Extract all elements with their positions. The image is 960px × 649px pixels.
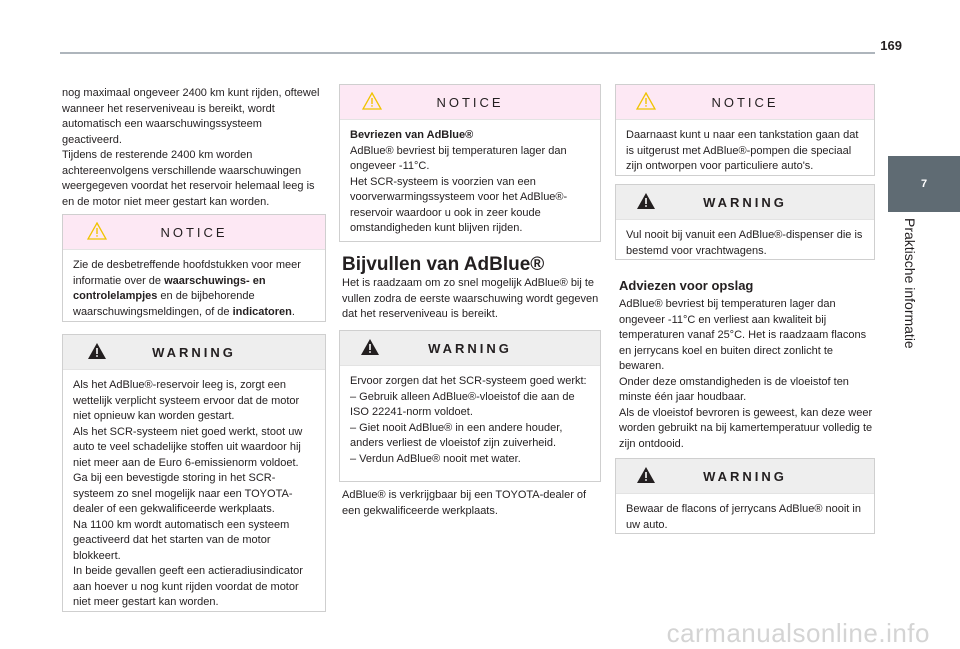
warning-text: Vul nooit bij vanuit een AdBlue®-dispenser die is bestemd voor vrachtwagens. [626,229,863,257]
intro-paragraph-2: Tijdens de resterende 2400 km worden achtereenvolgens verschillende waarschuwingen weergegeven voordat het reservoir helemaal leeg is en de motor niet meer gestart kan worden. [62,149,315,208]
refill-outro-text: AdBlue® is verkrijgbaar bij een TOYOTA-dealer of een gekwalificeerde werkplaats. [342,489,587,517]
warning-box-2 [339,330,601,482]
warning-box-1 [62,334,326,612]
storage-paragraph: AdBlue® bevriest bij temperaturen lager dan ongeveer -11°C en verliest aan kwaliteit bij temperaturen vanaf 25°C. Het is raadzaam flacons en jerrycans koel en buiten direct zonlicht te bewaren. [619,298,867,372]
warning-paragraph: Ervoor zorgen dat het SCR-systeem goed werkt: [350,375,587,387]
notice-box-3 [615,84,875,176]
storage-title: Adviezen voor opslag [619,278,754,293]
warning-header [63,335,325,370]
notice-body [63,250,325,328]
notice-paragraph: AdBlue® bevriest bij temperaturen lager dan ongeveer -11°C. [350,144,567,172]
warning-body [616,220,874,267]
notice-title: NOTICE [436,95,504,110]
warning-title: WARNING [703,195,787,210]
warning-header [616,459,874,494]
notice-heading: Bevriezen van AdBlue® [350,129,474,141]
warning-paragraph: Als het SCR-systeem niet goed werkt, stoot uw auto te veel schadelijke stoffen uit waardoor hij niet meer aan de Euro 6-emissienorm voldoet. [73,425,303,469]
warning-text: Bewaar de flacons of jerrycans AdBlue® nooit in uw auto. [626,503,861,531]
warning-list-item: – Gebruik alleen AdBlue®-vloeistof die aan de ISO 22241-norm voldoet. [350,390,575,418]
notice-text: Daarnaast kunt u naar een tankstation gaan dat is uitgerust met AdBlue®-pompen die speciaal zijn ontworpen voor particuliere auto's. [626,129,859,172]
refill-intro-text: Het is raadzaam om zo snel mogelijk AdBlue® bij te vullen zodra de eerste waarschuwing wordt gegeven dat het reserveniveau is bereikt. [342,277,599,320]
warning-paragraph: In beide gevallen geeft een actieradiusindicator aan hoever u nog kunt rijden voordat de motor niet meer gestart kan worden. [73,565,303,608]
storage-paragraph: Als de vloeistof bevroren is geweest, kan deze weer worden gebruikt na bij kamertemperatuur volledig te zijn ontdooid. [619,406,873,450]
warning-header [616,185,874,220]
section-title-refill: Bijvullen van AdBlue® [342,254,545,275]
warning-body [616,494,874,541]
notice-bold-indicators: indicatoren [232,305,292,318]
notice-text: . [291,305,295,318]
chapter-number: 7 [920,178,928,190]
header-rule [60,52,875,54]
notice-paragraph: Het SCR-systeem is voorzien van een voorverwarmingssysteem voor het AdBlue®-reservoir waardoor u ook in zeer koude omstandigheden kunt blijven rijden. [350,175,568,234]
warning-list-item: – Giet nooit AdBlue® in een andere houder, anders verliest de vloeistof zijn zuiverheid. [350,421,563,449]
warning-header [340,331,600,366]
warning-title: WARNING [428,341,512,356]
notice-title: NOTICE [160,225,228,240]
refill-intro [342,276,600,323]
warning-paragraph: Als het AdBlue®-reservoir leeg is, zorgt een wettelijk verplicht systeem ervoor dat de motor niet opnieuw kan worden gestart. [73,379,300,422]
warning-title: WARNING [152,345,236,360]
notice-box-2 [339,84,601,242]
notice-text: en de bijbehorende waarschuwingsmeldingen, of de [73,290,255,318]
notice-body [340,120,600,245]
notice-header [616,85,874,120]
warning-paragraph: Na 1100 km wordt automatisch een systeem geactiveerd dat het starten van de motor blokkeert. [73,518,290,562]
column-1-intro [62,86,320,210]
warning-list-item: – Verdun AdBlue® nooit met water. [350,452,521,465]
notice-text: Zie de desbetreffende hoofdstukken voor meer informatie over de [73,259,301,287]
notice-bold-lamps: waarschuwings- en controlelampjes [73,274,266,302]
notice-box-1 [62,214,326,322]
warning-body [63,370,325,619]
storage-paragraph: Onder deze omstandigheden is de vloeistof ten minste één jaar houdbaar. [619,375,849,403]
warning-title: WARNING [703,469,787,484]
warning-paragraph: Ga bij een bevestigde storing in het SCR-systeem zo snel mogelijk naar een TOYOTA-dealer of een gekwalificeerde werkplaats. [73,472,293,515]
warning-body [340,366,600,475]
chapter-tab[interactable] [888,156,960,212]
watermark: carmanualsonline.info [666,618,930,648]
chapter-title: Praktische informatie [902,218,918,349]
notice-title: NOTICE [711,95,779,110]
warning-box-3 [615,184,875,260]
notice-header [63,215,325,250]
notice-body [616,120,874,183]
intro-paragraph: nog maximaal ongeveer 2400 km kunt rijden, oftewel wanneer het reserveniveau is bereikt, wordt automatisch een waarschuwingssysteem geactiveerd. [62,87,320,146]
storage-text [619,297,875,452]
page-number: 169 [880,38,902,53]
refill-outro [342,488,600,519]
warning-box-4 [615,458,875,534]
notice-header [340,85,600,120]
